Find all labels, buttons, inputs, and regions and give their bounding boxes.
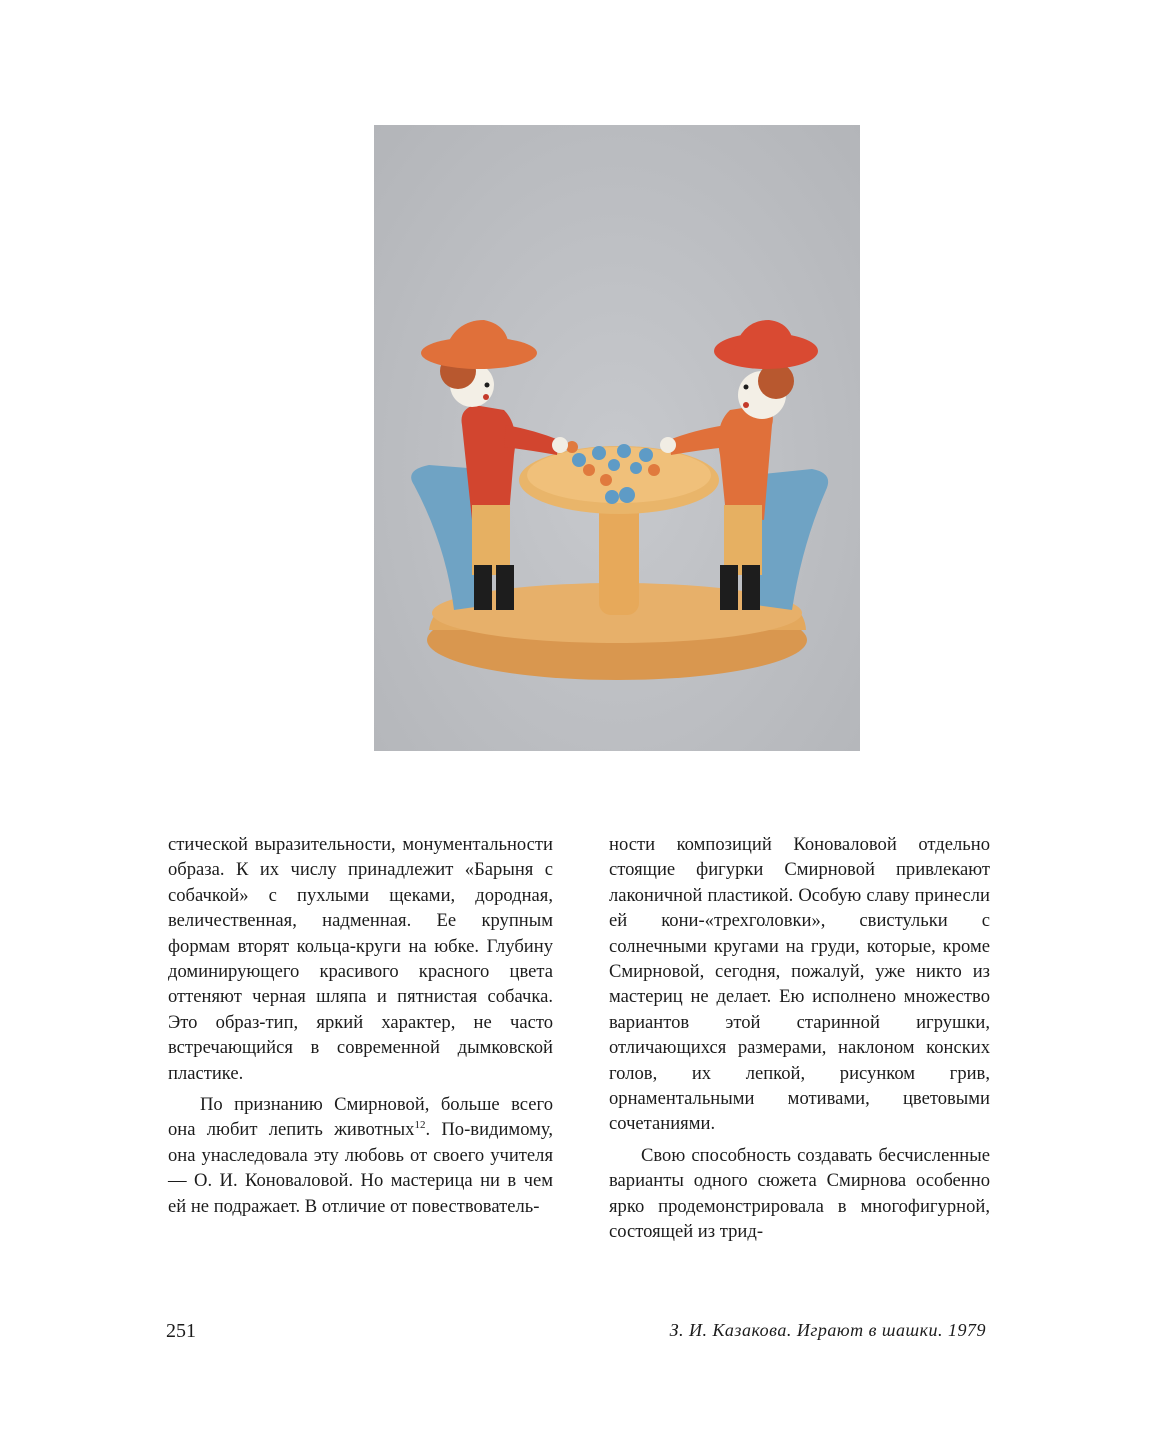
left-text-column (168, 832, 553, 1219)
right-text-column (609, 832, 990, 1245)
page-footer (166, 1320, 986, 1350)
footnote-marker: 12 (414, 1119, 426, 1132)
left-paragraph-2-rest: . По-видимому, она унаследовала эту любовь от своего учителя — О. И. Коноваловой. Но мастерица ни в чем ей не подражает. В отличие от повествователь- (168, 1119, 553, 1217)
left-paragraph-2-text: По признанию Смирновой, больше всего она любит лепить животных (168, 1094, 553, 1141)
left-paragraph-2 (168, 1092, 553, 1219)
photo-caption: З. И. Казакова. Играют в шашки. 1979 (669, 1320, 986, 1340)
dymkovo-toy-photo (374, 125, 860, 751)
left-paragraph-1: стической выразительности, монументальности образа. К их числу принадлежит «Барыня с собачкой» с пухлыми щеками, дородная, величественная, надменная. Ее крупным формам вторят кольца-круги на юбке. Глубину доминирующего красивого красного цвета оттеняют черная шляпа и пятнистая собачка. Это образ-тип, яркий характер, не часто встречающийся в современной дымковской пластике. (168, 834, 553, 1084)
page-number: 251 (166, 1320, 196, 1342)
toy-figures-illustration (374, 125, 860, 751)
right-paragraph-2: Свою способность создавать бесчисленные варианты одного сюжета Смирнова особенно ярко продемонстрировала в многофигурной, состоящей из трид- (609, 1144, 990, 1243)
right-paragraph-1: ности композиций Коноваловой отдельно стоящие фигурки Смирновой привлекают лаконичной пластикой. Особую славу принесли ей кони-«трехголовки», свистульки с солнечными кругами на груди, которые, кроме Смирновой, сегодня, пожалуй, уже никто из мастериц не делает. Ею исполнено множество вариантов этой старинной игрушки, отличающихся размерами, наклоном конских голов, их лепкой, рисунком грив, орнаментальными мотивами, цветовыми сочетаниями. (609, 834, 990, 1135)
